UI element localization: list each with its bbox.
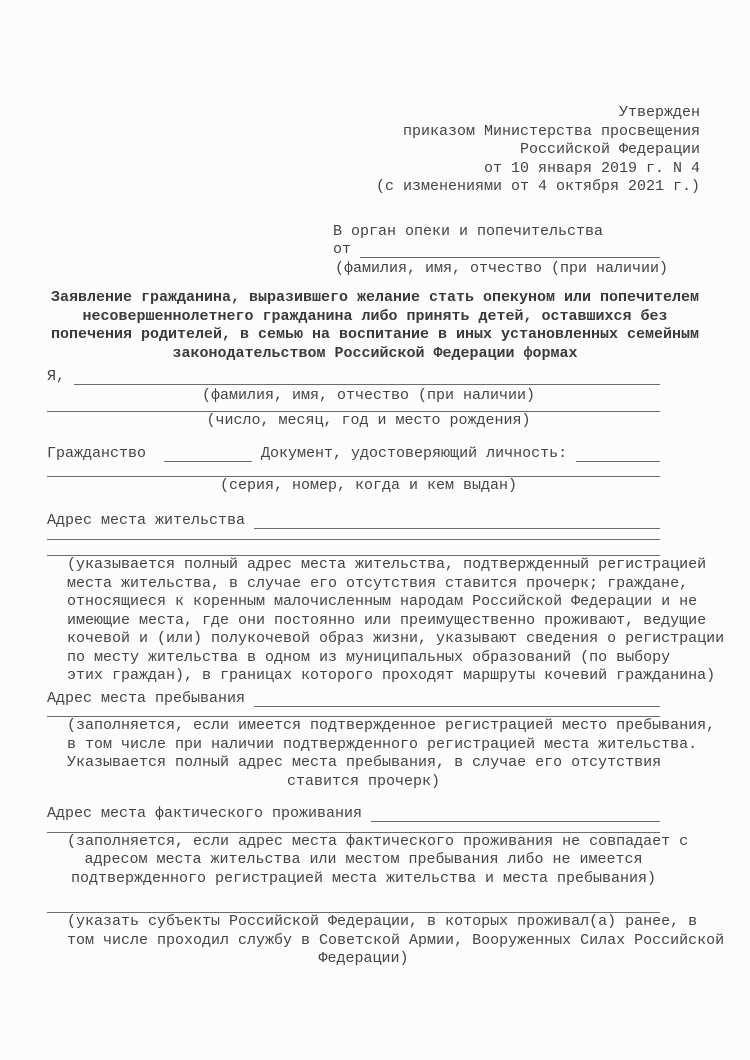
actual-note-line: (заполняется, если адрес места фактического проживания не совпадает с (67, 832, 689, 850)
residence-note-line: кочевой и (или) полукочевой образ жизни, указывают сведения о регистрации (67, 630, 725, 647)
residence-note-line: относящиеся к коренным малочисленным народам Российской Федерации и не (67, 593, 698, 610)
stay-note-line: (заполняется, если имеется подтвержденное регистрацией место пребывания, (67, 717, 716, 734)
identity-doc-label: Документ, удостоверяющий личность: (261, 444, 568, 462)
approval-stamp-line: Российской Федерации (519, 141, 700, 158)
addressee-block (333, 222, 669, 279)
residence-address-fill-line-2 (47, 530, 660, 540)
stay-address-fill-line-2 (47, 708, 660, 717)
birth-caption: (число, месяц, год и место рождения) (206, 412, 531, 429)
actual-address-note (47, 832, 689, 889)
birth-fill-line (47, 405, 660, 412)
i-label: Я, (47, 368, 66, 385)
stay-note-line: ставится прочерк) (286, 772, 441, 790)
applicant-name-fill-line (360, 241, 660, 258)
citizenship-fill-line (164, 445, 252, 462)
identity-doc-fill-line-2 (47, 463, 660, 477)
residence-note-line: (указывается полный адрес места жительства, подтвержденный регистрацией (67, 556, 707, 573)
actual-address-label: Адрес места фактического проживания (47, 805, 363, 822)
residence-address-fill-line (254, 512, 660, 529)
document-title-line: несовершеннолетнего гражданина либо принять детей, оставшихся без (82, 307, 668, 325)
residence-note-line: имеющие места, где они постоянно или преимущественно проживают, ведущие (67, 611, 707, 629)
document-title-line: Заявление гражданина, выразившего желание стать опекуном или попечителем (50, 289, 700, 306)
residence-address-label: Адрес места жительства (47, 511, 246, 529)
identity-doc-caption: (серия, номер, когда и кем выдан) (219, 477, 518, 494)
residence-address-row (47, 512, 660, 531)
residence-address-note (47, 556, 725, 686)
residence-note-line: этих граждан), в границах которого проходят маршруты кочевий гражданина) (67, 667, 716, 684)
stay-address-row (47, 690, 660, 709)
actual-note-line: адресом места жительства или местом пребывания либо не имеется (84, 851, 643, 868)
stay-address-note (47, 717, 716, 791)
applicant-row (47, 368, 660, 387)
addressee-org-line: В орган опеки и попечительства (333, 222, 604, 240)
stay-note-line: Указывается полный адрес места пребывания, в случае его отсутствия (67, 754, 662, 771)
regions-note-line: (указать субъекты Российской Федерации, в которых проживал(а) ранее, в (67, 913, 698, 930)
document-title-line: попечения родителей, в семью на воспитание в иных установленных семейным (50, 326, 700, 343)
residence-note-line: места жительства, в случае его отсутствия ставится прочерк; граждане, (67, 574, 689, 592)
addressee-from-row (333, 241, 660, 260)
fio-caption: (фамилия, имя, отчество (при наличии) (201, 386, 536, 404)
actual-note-line: подтвержденного регистрацией места жительства и места пребывания) (70, 869, 657, 887)
stay-address-fill-line (254, 690, 660, 707)
from-label: от (333, 241, 352, 258)
document-title (0, 289, 750, 363)
actual-address-fill-line (371, 805, 660, 822)
form-body (47, 368, 725, 969)
residence-address-fill-line-3 (47, 540, 660, 556)
regions-note-line: том числе проходил службу в Советской Армии, Вооруженных Силах Российской (67, 931, 725, 949)
approval-stamp (0, 0, 750, 197)
approval-stamp-line: Утвержден (618, 104, 700, 121)
stay-note-line: в том числе при наличии подтвержденного регистрацией места жительства. (67, 735, 698, 753)
approval-stamp-line: (с изменениями от 4 октября 2021 г.) (375, 178, 700, 195)
actual-address-row (47, 805, 660, 824)
fio-fill-line (74, 368, 660, 385)
citizenship-label: Гражданство (47, 444, 147, 462)
regions-note-line: Федерации) (318, 950, 409, 967)
addressee-fio-caption: (фамилия, имя, отчество (при наличии) (335, 259, 669, 277)
identity-doc-fill-line (576, 445, 660, 462)
regions-note (47, 913, 725, 969)
document-title-line: законодательством Российской Федерации формах (172, 344, 578, 362)
approval-stamp-line: от 10 января 2019 г. N 4 (483, 159, 700, 177)
residence-note-line: по месту жительства в одном из муниципальных образований (по выбору (67, 648, 671, 666)
stay-address-label: Адрес места пребывания (47, 689, 246, 707)
citizenship-row (47, 445, 660, 464)
actual-address-fill-line-2 (47, 824, 660, 833)
approval-stamp-line: приказом Министерства просвещения (402, 122, 700, 140)
